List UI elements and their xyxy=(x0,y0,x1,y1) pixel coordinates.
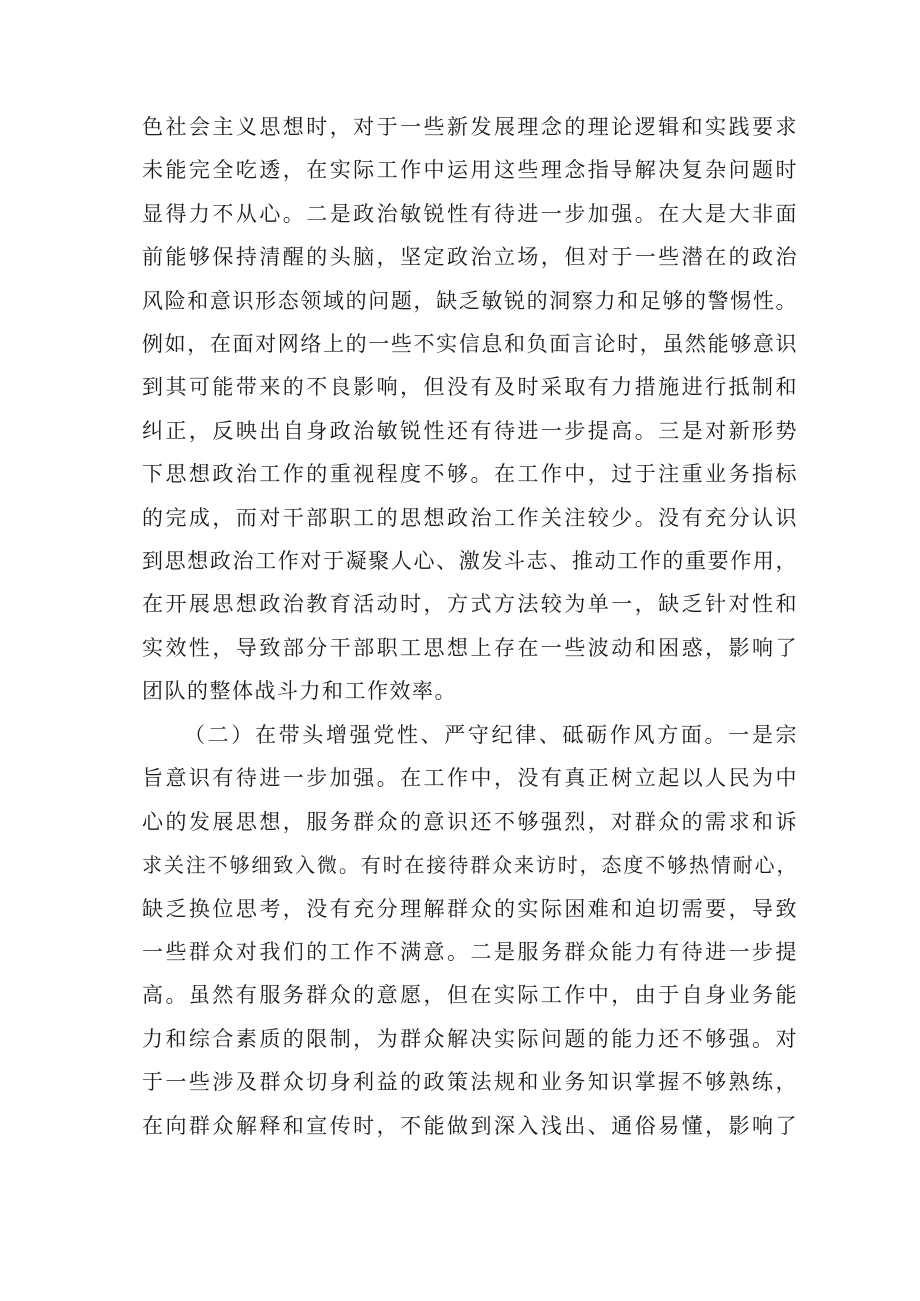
text-line: 色社会主义思想时，对于一些新发展理念的理论逻辑和实践要求 xyxy=(142,115,798,139)
text-line: 在向群众解释和宣传时，不能做到深入浅出、通俗易懂，影响了 xyxy=(142,1113,798,1138)
text-line: 前能够保持清醒的头脑，坚定政治立场，但对于一些潜在的政治 xyxy=(142,245,798,270)
text-line: 旨意识有待进一步加强。在工作中，没有真正树立起以人民为中 xyxy=(142,766,798,791)
body-paragraph-1 xyxy=(142,106,798,713)
text-line: 到思想政治工作对于凝聚人心、激发斗志、推动工作的重要作用， xyxy=(142,548,798,573)
section-heading-line: （二）在带头增强党性、严守纪律、砥砺作风方面。一是宗 xyxy=(184,723,798,747)
text-line: 力和综合素质的限制，为群众解决实际问题的能力还不够强。对 xyxy=(142,1026,798,1051)
text-line: 下思想政治工作的重视程度不够。在工作中，过于注重业务指标 xyxy=(142,462,798,487)
text-line: 实效性，导致部分干部职工思想上存在一些波动和困惑，影响了 xyxy=(142,635,798,660)
text-line: 到其可能带来的不良影响，但没有及时采取有力措施进行抵制和 xyxy=(142,375,798,400)
text-line: 于一些涉及群众切身利益的政策法规和业务知识掌握不够熟练， xyxy=(142,1070,798,1095)
text-line: 求关注不够细致入微。有时在接待群众来访时，态度不够热情耐心， xyxy=(142,853,798,878)
body-paragraph-2 xyxy=(142,714,798,1148)
text-line: 例如，在面对网络上的一些不实信息和负面言论时，虽然能够意识 xyxy=(142,331,798,356)
text-line: 心的发展思想，服务群众的意识还不够强烈，对群众的需求和诉 xyxy=(142,809,798,834)
text-line: 一些群众对我们的工作不满意。二是服务群众能力有待进一步提 xyxy=(142,939,798,964)
text-line: 高。虽然有服务群众的意愿，但在实际工作中，由于自身业务能 xyxy=(142,983,798,1008)
text-line: 的完成，而对干部职工的思想政治工作关注较少。没有充分认识 xyxy=(142,505,798,530)
text-line: 未能完全吃透，在实际工作中运用这些理念指导解决复杂问题时 xyxy=(142,158,798,183)
text-line: 显得力不从心。二是政治敏锐性有待进一步加强。在大是大非面 xyxy=(142,201,798,226)
text-line: 缺乏换位思考，没有充分理解群众的实际困难和迫切需要，导致 xyxy=(142,896,798,921)
text-line: 纠正，反映出自身政治敏锐性还有待进一步提高。三是对新形势 xyxy=(142,418,798,443)
text-line: 在开展思想政治教育活动时，方式方法较为单一，缺乏针对性和 xyxy=(142,592,798,617)
text-line: 风险和意识形态领域的问题，缺乏敏锐的洞察力和足够的警惕性。 xyxy=(142,288,798,313)
text-line: 团队的整体战斗力和工作效率。 xyxy=(142,679,457,704)
